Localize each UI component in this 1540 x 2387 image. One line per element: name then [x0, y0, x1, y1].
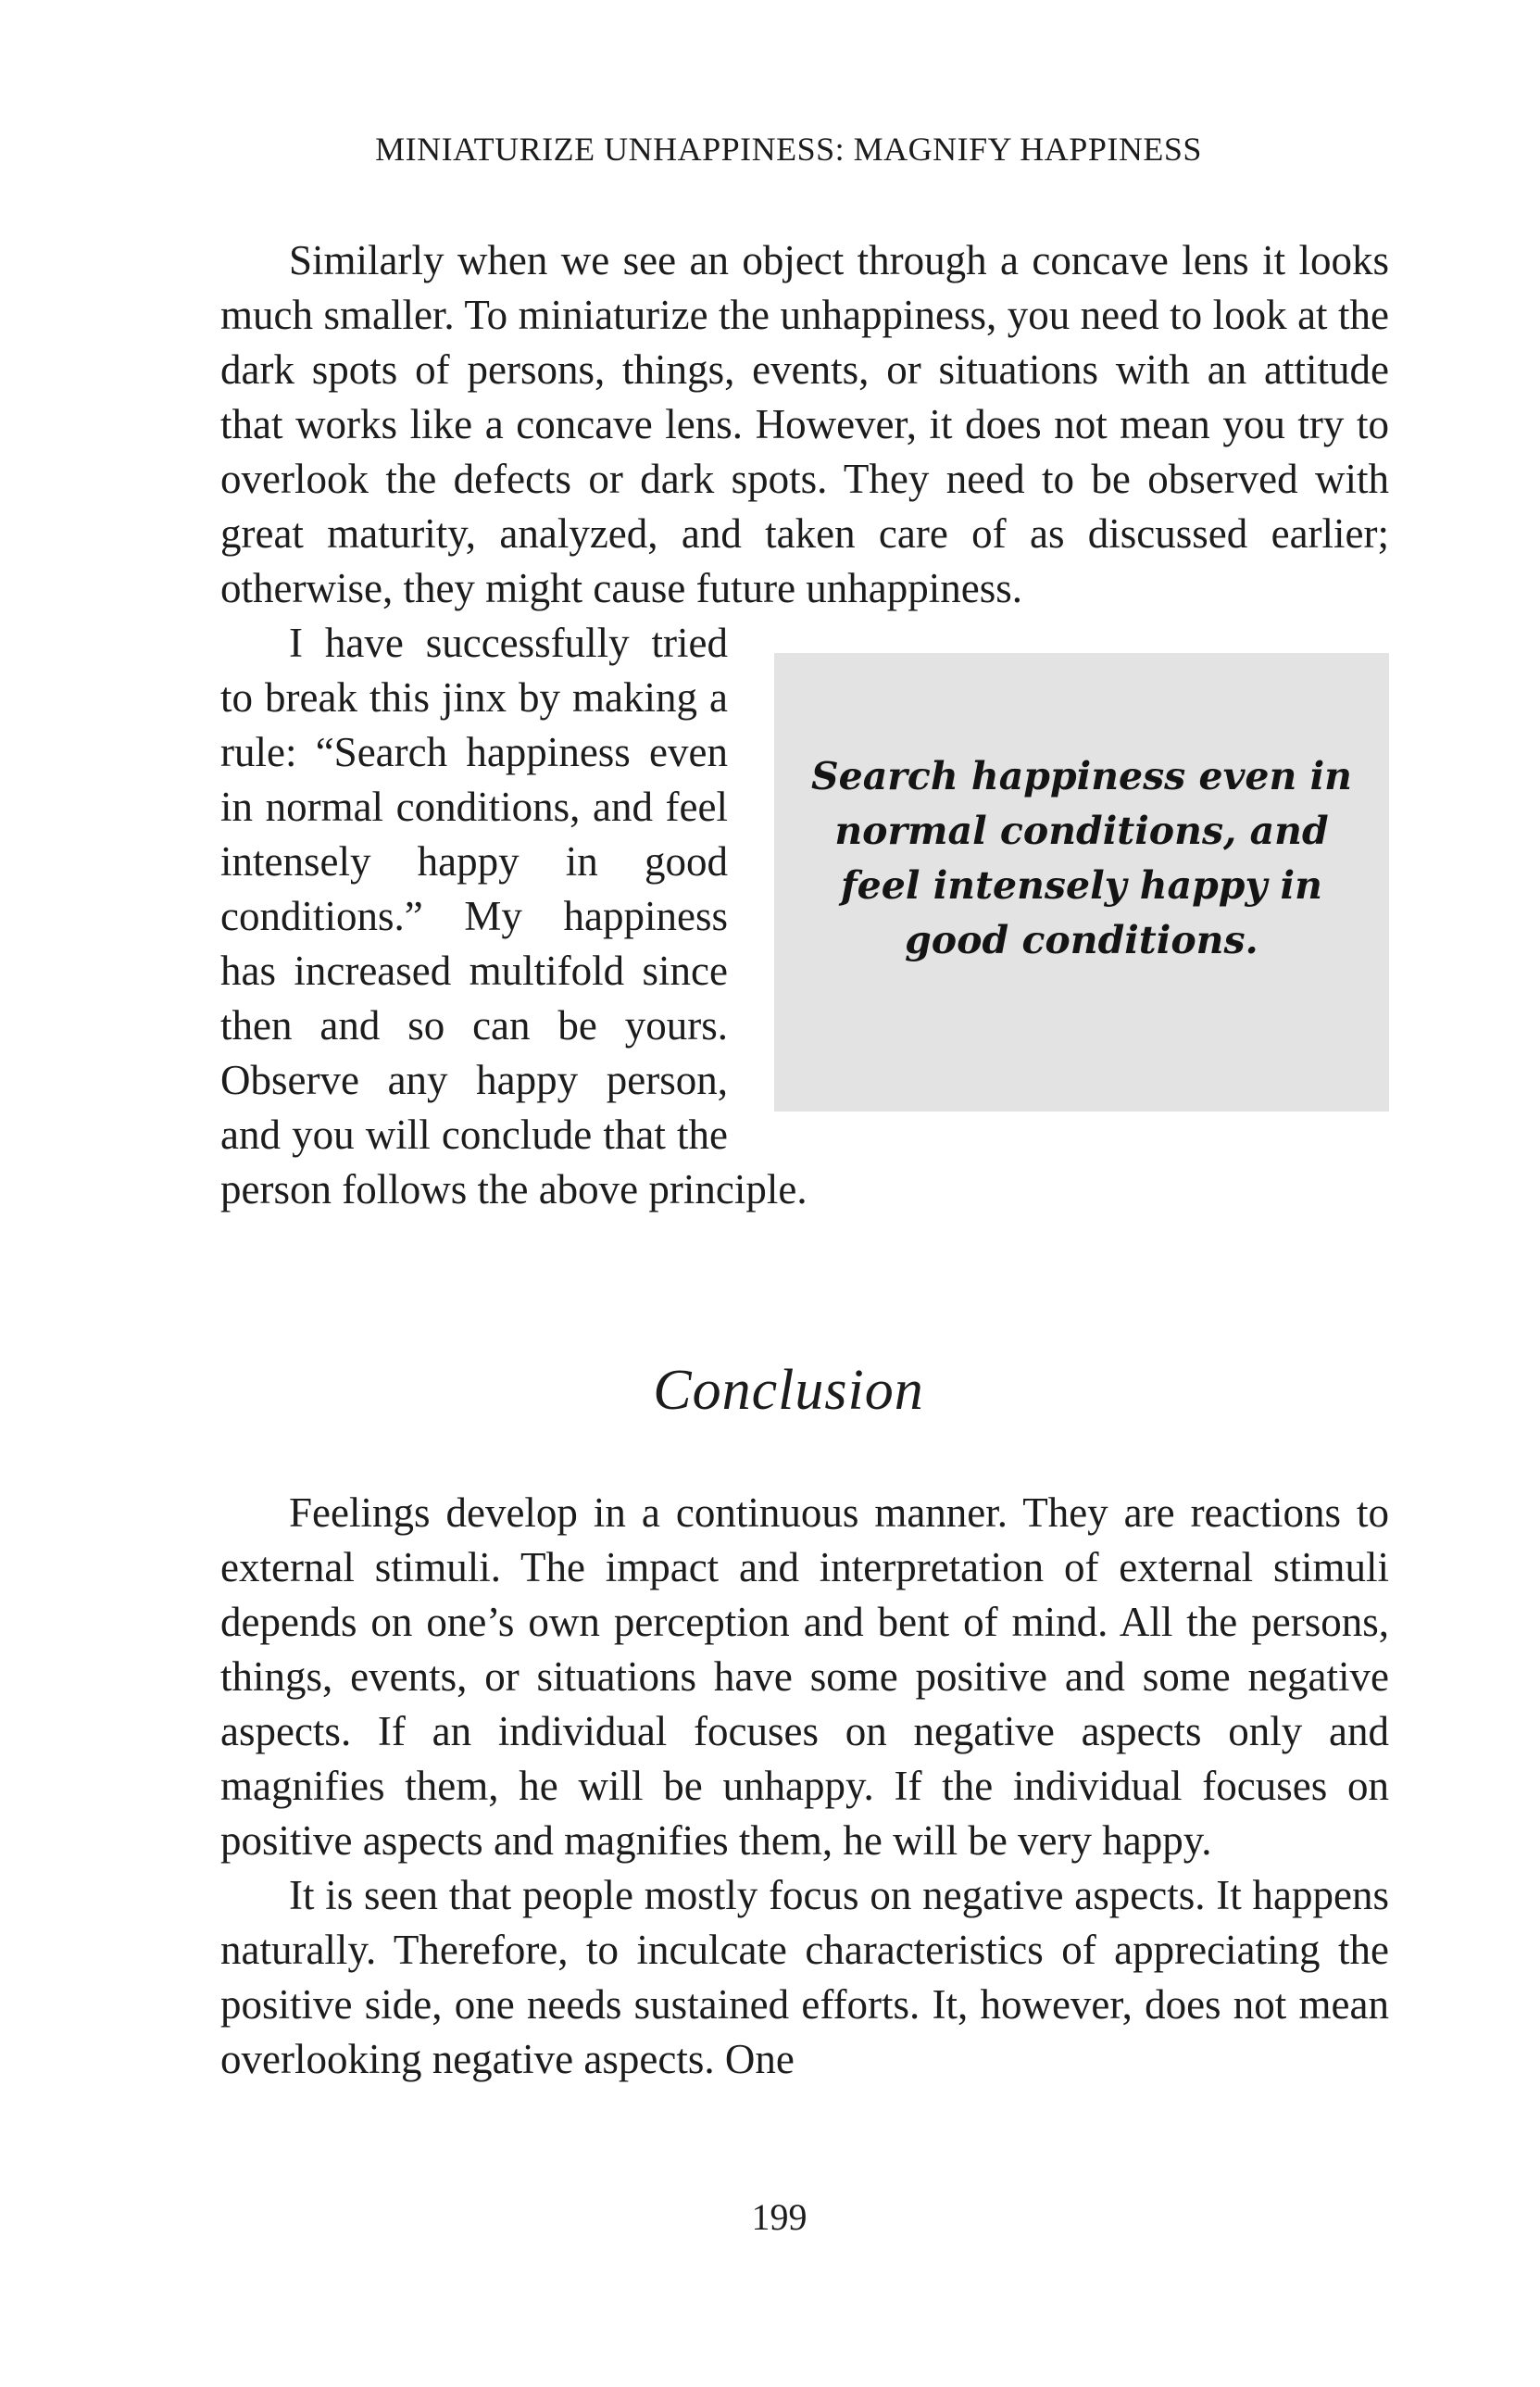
body-paragraph-1: Similarly when we see an object through a concave lens it looks much smaller. To miniaturize the unhappiness, you need to look at the dark spots of persons, things, events, or situations with an attitude that works like a concave lens. However, it does not mean you try to overlook the defects or dark spots. They need to be observed with great maturity, analyzed, and taken care of as discussed earlier; otherwise, they might cause future unhappiness. [220, 237, 1389, 611]
body-paragraph-2-block [220, 616, 1389, 1217]
conclusion-body [220, 1486, 1389, 2087]
conclusion-paragraph-1: Feelings develop in a continuous manner. They are reactions to external stimuli. The impact and interpretation of external stimuli depends on one’s own perception and bent of mind. All the persons, things, events, or situations have some positive and some negative aspects. If an individual focuses on negative aspects only and magnifies them, he will be unhappy. If the individual focuses on positive aspects and magnifies them, he will be very happy. [220, 1489, 1389, 1864]
page-number-text: 199 [751, 2196, 808, 2238]
pullquote-box [774, 653, 1389, 1112]
section-heading [0, 1358, 1540, 1424]
pullquote-text: Search happiness even in normal conditions, and feel intensely happy in good conditions. [811, 754, 1352, 962]
running-header [0, 130, 1540, 169]
conclusion-paragraph-2: It is seen that people mostly focus on negative aspects. It happens naturally. Therefore, to inculcate characteristics of appreciating the positive side, one needs sustained efforts. It, however, does not mean overlooking negative aspects. One [220, 1872, 1389, 2082]
section-heading-text: Conclusion [653, 1359, 924, 1422]
body-paragraph-1-block [220, 233, 1389, 616]
page-number [0, 2195, 1540, 2239]
running-header-title: MINIATURIZE UNHAPPINESS: MAGNIFY HAPPINESS [375, 131, 1202, 168]
body-paragraph-2: I have successfully tried to break this jinx by making a rule: “Search happiness even in normal conditions, and feel intensely happy in good conditions.” My happiness has increased multifold since then and so can be yours. Observe any happy person, and you will conclude that the person follows the above principle. [220, 620, 808, 1212]
